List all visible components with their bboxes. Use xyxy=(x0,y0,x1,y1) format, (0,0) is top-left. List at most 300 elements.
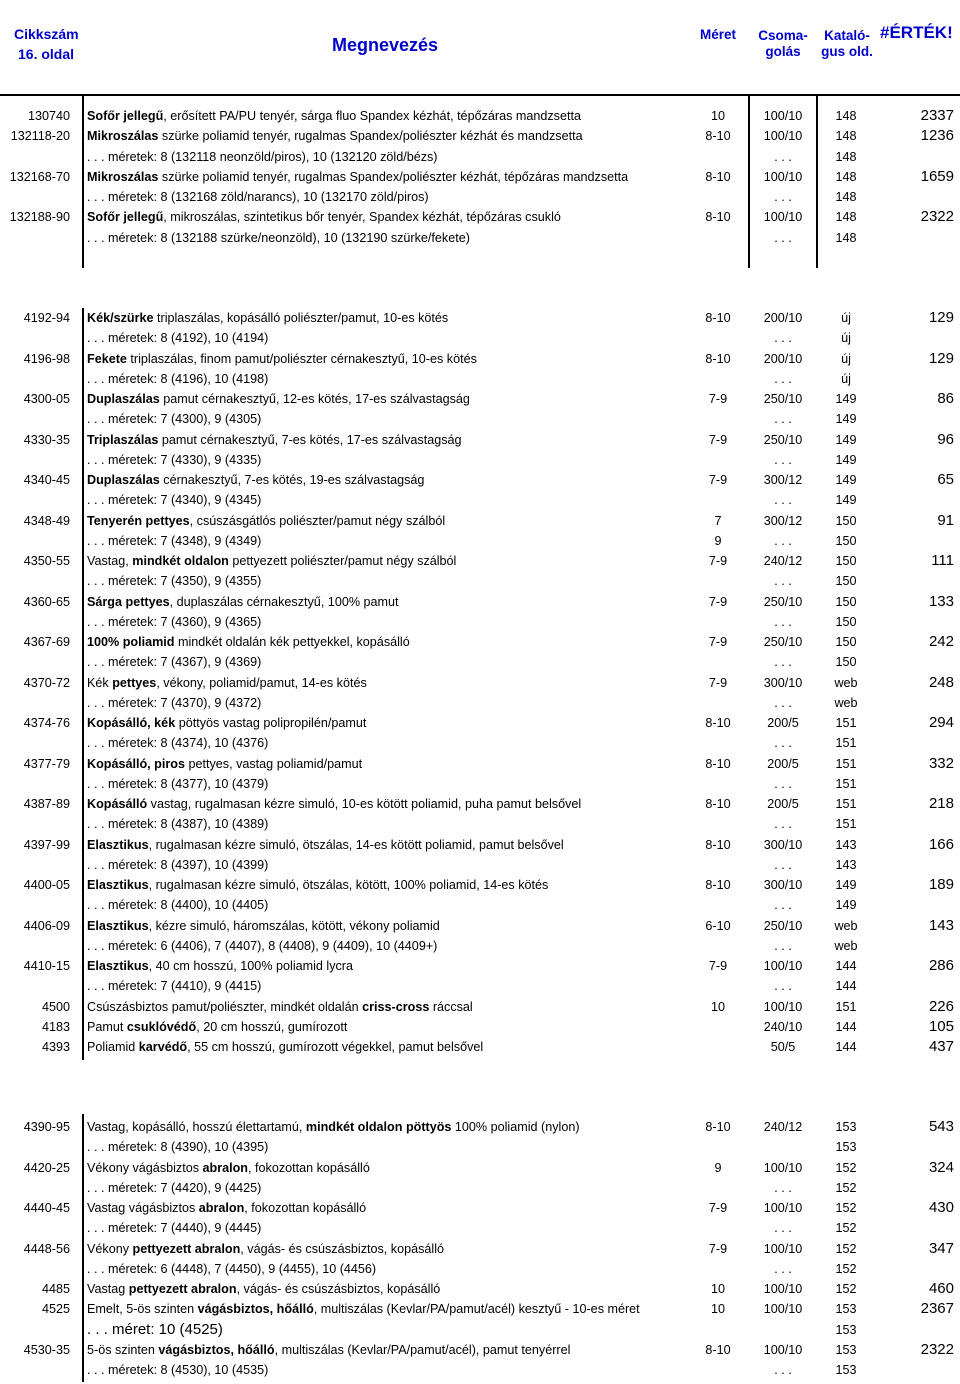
item-catalog-page: 150 xyxy=(835,635,857,649)
item-catalog-page: 144 xyxy=(835,1019,857,1034)
item-code: 4350-55 xyxy=(23,554,70,568)
description-part: Pamut xyxy=(87,1019,127,1034)
table-subrow-sizes xyxy=(0,895,960,915)
item-packaging: . . . xyxy=(774,1221,792,1236)
item-catalog-page: 150 xyxy=(835,574,857,589)
table-row xyxy=(0,875,960,895)
table-row xyxy=(0,389,960,409)
item-catalog-page: 151 xyxy=(835,797,857,811)
item-code: 4370-72 xyxy=(23,675,70,690)
item-packaging: 100/10 xyxy=(763,1302,803,1317)
table-subrow-sizes xyxy=(0,531,960,551)
item-size: 7-9 xyxy=(708,635,728,649)
table-row xyxy=(0,1017,960,1037)
item-description xyxy=(87,511,445,531)
item-packaging: 250/10 xyxy=(763,918,803,933)
item-description xyxy=(87,1320,223,1340)
description-part: . . . méretek: 8 (4390), 10 (4395) xyxy=(87,1140,269,1155)
description-part: . . . méretek: 7 (4420), 9 (4425) xyxy=(87,1180,262,1195)
item-packaging: . . . xyxy=(774,898,792,913)
item-catalog-page: 143 xyxy=(835,857,857,872)
table-row xyxy=(0,1340,960,1360)
item-code: 4397-99 xyxy=(23,837,70,852)
description-part: . . . méretek: 8 (4530), 10 (4535) xyxy=(87,1363,269,1377)
item-size: 9 xyxy=(714,1160,722,1175)
item-catalog-page: 152 xyxy=(835,1160,857,1175)
description-bold-part: mindkét oldalon pöttyös xyxy=(305,1120,452,1134)
item-catalog-page: 150 xyxy=(835,614,857,629)
description-part: . . . méretek: 8 (4196), 10 (4198) xyxy=(87,371,269,386)
item-packaging: 250/10 xyxy=(763,594,803,609)
description-part: , kézre simuló, háromszálas, kötött, vékony poliamid xyxy=(148,918,440,933)
item-packaging: . . . xyxy=(774,230,792,245)
item-packaging: . . . xyxy=(774,938,792,953)
table-subrow-sizes xyxy=(0,1360,960,1380)
table-subrow-sizes xyxy=(0,774,960,794)
item-value: 1659 xyxy=(920,167,954,185)
item-catalog-page: 148 xyxy=(835,190,857,204)
description-part: . . . méretek: 8 (4192), 10 (4194) xyxy=(87,331,269,346)
item-packaging: . . . xyxy=(774,695,792,710)
description-part: Vastag, kopásálló, hosszú élettartamú, xyxy=(87,1120,306,1134)
item-description xyxy=(87,774,268,794)
item-code: 4390-95 xyxy=(23,1120,70,1134)
description-bold-part: vágásbiztos, hőálló xyxy=(197,1302,314,1317)
table-row xyxy=(0,470,960,490)
table-row xyxy=(0,1158,960,1178)
description-bold-part: pettyezett abralon xyxy=(132,1241,241,1256)
item-code: 4196-98 xyxy=(23,351,70,366)
description-part: , fokozottan kopásálló xyxy=(248,1160,370,1175)
table-subrow-sizes xyxy=(0,612,960,632)
table-row xyxy=(0,673,960,693)
description-part: . . . méretek: 8 (4400), 10 (4405) xyxy=(87,898,269,913)
description-part: triplaszálas, kopásálló poliészter/pamut, 10-es kötés xyxy=(153,311,449,325)
item-description xyxy=(87,814,268,834)
item-code: 130740 xyxy=(27,109,70,123)
item-code: 4440-45 xyxy=(23,1201,70,1215)
item-catalog-page: 148 xyxy=(835,210,857,225)
description-part: pamut cérnakesztyű, 7-es kötés, 17-es szálvastagság xyxy=(158,432,462,447)
item-value: 129 xyxy=(928,309,954,326)
table-row xyxy=(0,551,960,571)
description-part: , vékony, poliamid/pamut, 14-es kötés xyxy=(156,675,367,690)
item-catalog-page: új xyxy=(841,331,851,346)
item-size: 8-10 xyxy=(705,1120,731,1134)
item-description xyxy=(87,369,268,389)
item-size: 8-10 xyxy=(705,756,731,771)
page-label: 16. oldal xyxy=(18,46,75,62)
col-cat-header xyxy=(818,28,876,60)
item-description xyxy=(87,187,429,207)
item-value: 129 xyxy=(928,349,954,367)
item-catalog-page: 149 xyxy=(835,878,857,892)
item-description xyxy=(87,1137,268,1157)
item-packaging: 100/10 xyxy=(763,1241,803,1256)
item-catalog-page: 144 xyxy=(835,959,857,973)
item-description xyxy=(87,1239,444,1259)
item-catalog-page: 149 xyxy=(835,898,857,913)
description-bold-part: Duplaszálas xyxy=(87,392,160,406)
item-value: 347 xyxy=(928,1239,954,1257)
item-catalog-page: 151 xyxy=(835,817,857,832)
table-row xyxy=(0,592,960,612)
item-packaging: . . . xyxy=(774,452,792,467)
item-packaging: 100/10 xyxy=(763,129,803,144)
item-packaging: 200/10 xyxy=(763,351,803,366)
description-part: Vékony vágásbiztos xyxy=(87,1160,203,1175)
description-bold-part: karvédő xyxy=(138,1040,188,1054)
item-packaging: . . . xyxy=(774,614,792,629)
item-value: 96 xyxy=(937,430,954,448)
item-code: 4420-25 xyxy=(23,1160,70,1175)
item-catalog-page: 143 xyxy=(835,837,857,852)
item-packaging: 200/5 xyxy=(767,797,799,811)
item-description xyxy=(87,1299,640,1319)
item-packaging: . . . xyxy=(774,776,792,791)
item-value: 460 xyxy=(928,1280,954,1297)
description-part: . . . méretek: 7 (4410), 9 (4415) xyxy=(87,979,262,994)
description-bold-part: csuklóvédő xyxy=(126,1019,197,1034)
description-part: Kék xyxy=(87,675,113,690)
table-subrow-sizes xyxy=(0,490,960,510)
description-part: Vékony xyxy=(87,1241,133,1256)
col-size-header: Méret xyxy=(700,27,737,42)
item-packaging: 100/10 xyxy=(763,959,803,973)
item-packaging: . . . xyxy=(774,190,792,204)
item-description xyxy=(87,1117,580,1137)
description-bold-part: pettyezett abralon xyxy=(128,1282,237,1296)
item-packaging: 250/10 xyxy=(763,635,803,649)
table-row xyxy=(0,167,960,187)
table-row xyxy=(0,1117,960,1137)
item-size: 7-9 xyxy=(708,473,728,487)
description-part: ráccsal xyxy=(429,999,473,1014)
item-catalog-page: 153 xyxy=(835,1302,857,1317)
item-packaging: . . . xyxy=(774,371,792,386)
description-bold-part: Elasztikus xyxy=(87,959,149,973)
item-size: 6-10 xyxy=(705,918,731,933)
item-packaging: 100/10 xyxy=(763,109,803,123)
table-subrow-sizes xyxy=(0,450,960,470)
description-part: pettyezett poliészter/pamut négy szálból xyxy=(228,554,457,568)
item-catalog-page: 149 xyxy=(835,432,857,447)
col-name-header: Megnevezés xyxy=(332,35,439,55)
description-bold-part: vágásbiztos, hőálló xyxy=(158,1342,275,1357)
item-value: 430 xyxy=(928,1199,954,1216)
item-description xyxy=(87,167,628,187)
description-part: . . . méretek: 7 (4300), 9 (4305) xyxy=(87,412,262,427)
description-bold-part: Sárga pettyes xyxy=(87,594,170,609)
item-description xyxy=(87,551,456,571)
item-catalog-page: 152 xyxy=(835,1180,857,1195)
item-catalog-page: 152 xyxy=(835,1261,857,1276)
item-value: 1236 xyxy=(920,127,954,145)
table-row xyxy=(0,511,960,531)
description-bold-part: Fekete xyxy=(87,351,127,366)
description-bold-part: Kopásálló, kék xyxy=(87,716,176,730)
item-code: 4374-76 xyxy=(23,716,70,730)
item-packaging: 100/10 xyxy=(763,1201,803,1215)
item-value: 218 xyxy=(928,795,954,812)
item-packaging: . . . xyxy=(774,736,792,751)
item-description xyxy=(87,936,437,956)
item-packaging: . . . xyxy=(774,1363,792,1377)
item-description xyxy=(87,228,470,248)
description-part: . . . méretek: 8 (4387), 10 (4389) xyxy=(87,817,269,832)
description-part: . . . méretek: 8 (132118 neonzöld/piros), 10 (132120 zöld/bézs) xyxy=(87,149,438,164)
item-code: 4183 xyxy=(41,1019,70,1034)
item-value: 133 xyxy=(928,592,954,610)
item-packaging: 100/10 xyxy=(763,1160,803,1175)
item-size: 8-10 xyxy=(705,169,731,184)
description-part: . . . méretek: 7 (4340), 9 (4345) xyxy=(87,493,262,508)
description-part: , 20 cm hosszú, gumírozott xyxy=(196,1019,348,1034)
item-catalog-page: web xyxy=(834,695,858,710)
description-part: Vastag, xyxy=(87,554,133,568)
item-description xyxy=(87,531,261,551)
description-part: Emelt, 5-ös szinten xyxy=(87,1302,198,1317)
table-row xyxy=(0,916,960,936)
table-row xyxy=(0,308,960,328)
item-catalog-page: 148 xyxy=(835,230,857,245)
item-catalog-page: 150 xyxy=(835,655,857,670)
description-part: . . . méretek: 7 (4348), 9 (4349) xyxy=(87,533,262,548)
item-description xyxy=(87,349,477,369)
item-packaging: . . . xyxy=(774,149,792,164)
item-description xyxy=(87,409,261,429)
item-size: 10 xyxy=(710,1282,725,1296)
description-bold-part: criss-cross xyxy=(362,999,430,1014)
item-value: 226 xyxy=(928,997,954,1015)
item-value: 286 xyxy=(928,957,954,974)
item-packaging: 250/10 xyxy=(763,392,803,406)
item-size: 10 xyxy=(710,1302,725,1317)
table-row xyxy=(0,1037,960,1057)
item-description xyxy=(87,956,353,976)
item-packaging: . . . xyxy=(774,979,792,994)
item-size: 10 xyxy=(710,999,725,1014)
item-catalog-page: web xyxy=(834,938,858,953)
item-packaging: . . . xyxy=(774,412,792,427)
item-catalog-page: 148 xyxy=(835,169,857,184)
item-value: 189 xyxy=(928,876,954,893)
item-code: 4530-35 xyxy=(23,1342,70,1357)
item-catalog-page: 144 xyxy=(835,979,857,994)
table-row xyxy=(0,1239,960,1259)
item-description xyxy=(87,1017,347,1037)
item-size: 8-10 xyxy=(705,797,731,811)
item-code: 132188-90 xyxy=(9,210,70,225)
item-size: 7-9 xyxy=(708,675,728,690)
item-packaging: 200/10 xyxy=(763,311,803,325)
item-size: 7-9 xyxy=(708,594,728,609)
description-part: triplaszálas, finom pamut/poliészter cérnakesztyű, 10-es kötés xyxy=(126,351,477,366)
item-packaging: 50/5 xyxy=(770,1040,796,1054)
item-packaging: . . . xyxy=(774,574,792,589)
table-row xyxy=(0,713,960,733)
item-description xyxy=(87,612,261,632)
item-size: 10 xyxy=(710,109,725,123)
item-code: 4525 xyxy=(41,1302,70,1317)
item-description xyxy=(87,430,462,450)
item-packaging: . . . xyxy=(774,1261,792,1276)
item-packaging: 240/12 xyxy=(763,554,803,568)
description-part: . . . méretek: 7 (4370), 9 (4372) xyxy=(87,695,262,710)
table-subrow-sizes xyxy=(0,228,960,248)
item-description xyxy=(87,895,268,915)
item-description xyxy=(87,592,399,612)
table-row xyxy=(0,794,960,814)
item-catalog-page: új xyxy=(841,311,851,325)
item-size: 8-10 xyxy=(705,129,731,144)
table-subrow-sizes xyxy=(0,1218,960,1238)
description-bold-part: Elasztikus xyxy=(87,918,149,933)
item-description xyxy=(87,997,473,1017)
table-subrow-sizes xyxy=(0,1178,960,1198)
item-catalog-page: 149 xyxy=(835,392,857,406)
item-value: 294 xyxy=(928,714,954,731)
description-part: . . . méretek: 7 (4367), 9 (4369) xyxy=(87,655,262,670)
description-part: 5-ös szinten xyxy=(87,1342,159,1357)
item-packaging: 100/10 xyxy=(763,1282,803,1296)
item-catalog-page: 148 xyxy=(835,129,857,144)
item-description xyxy=(87,207,561,227)
description-bold-part: Mikroszálas xyxy=(87,169,159,184)
item-value: 332 xyxy=(928,754,954,772)
item-description xyxy=(87,794,581,814)
item-code: 4367-69 xyxy=(23,635,70,649)
item-catalog-page: 149 xyxy=(835,412,857,427)
item-size: 7-9 xyxy=(708,1241,728,1256)
item-description xyxy=(87,632,410,652)
description-part: , multiszálas (Kevlar/PA/pamut/acél), pamut tenyérrel xyxy=(274,1342,571,1357)
description-part: , 40 cm hosszú, 100% poliamid lycra xyxy=(148,959,353,973)
col-cat-header-line1: Kataló- xyxy=(824,28,870,43)
item-packaging: 300/10 xyxy=(763,837,803,852)
item-description xyxy=(87,835,564,855)
item-description xyxy=(87,652,261,672)
description-bold-part: Sofőr jellegű xyxy=(87,210,164,225)
description-part: Csúszásbiztos pamut/poliészter, mindkét oldalán xyxy=(87,999,363,1014)
col-pack-header-line1: Csoma- xyxy=(758,28,808,43)
description-part: , rugalmasan kézre simuló, ötszálas, kötött, 100% poliamid, 14-es kötés xyxy=(148,878,549,892)
item-packaging: . . . xyxy=(774,533,792,548)
item-catalog-page: 153 xyxy=(835,1140,857,1155)
col-value-header: #ÉRTÉK! xyxy=(880,23,953,42)
description-part: . . . méretek: 7 (4350), 9 (4355) xyxy=(87,574,262,589)
table-subrow-sizes xyxy=(0,733,960,753)
item-description xyxy=(87,916,440,936)
item-catalog-page: 152 xyxy=(835,1282,857,1296)
item-packaging: . . . xyxy=(774,1180,792,1195)
item-value: 111 xyxy=(931,552,954,569)
item-catalog-page: 151 xyxy=(835,999,857,1014)
description-bold-part: Duplaszálas xyxy=(87,473,160,487)
item-catalog-page: 148 xyxy=(835,149,857,164)
item-code: 4393 xyxy=(41,1040,70,1054)
description-part: . . . méretek: 6 (4448), 7 (4450), 9 (4455), 10 (4456) xyxy=(87,1261,377,1276)
item-catalog-page: új xyxy=(841,371,851,386)
item-packaging: 200/5 xyxy=(767,716,799,730)
item-packaging: . . . xyxy=(774,493,792,508)
item-description xyxy=(87,490,261,510)
description-part: , vágás- és csúszásbiztos, kopásálló xyxy=(236,1282,441,1296)
item-code: 4406-09 xyxy=(23,918,70,933)
description-bold-part: 100% poliamid xyxy=(87,635,175,649)
item-packaging: 100/10 xyxy=(763,1342,803,1357)
col-pack-header-line2: golás xyxy=(765,44,801,59)
description-bold-part: Mikroszálas xyxy=(87,129,159,144)
table-subrow-sizes xyxy=(0,855,960,875)
description-bold-part: Elasztikus xyxy=(87,878,149,892)
item-packaging: . . . xyxy=(774,655,792,670)
item-value: 242 xyxy=(928,633,954,650)
item-code: 4348-49 xyxy=(23,513,70,528)
item-catalog-page: 153 xyxy=(835,1363,857,1377)
description-part: Poliamid xyxy=(87,1040,139,1054)
description-part: Vastag xyxy=(87,1282,129,1296)
col-cat-header-line2: gus old. xyxy=(821,44,873,59)
item-value: 105 xyxy=(928,1017,954,1035)
item-description xyxy=(87,875,548,895)
item-size: 7-9 xyxy=(708,392,728,406)
table-subrow-sizes xyxy=(0,693,960,713)
item-size: 7-9 xyxy=(708,1201,728,1215)
item-description xyxy=(87,126,583,146)
description-part: cérnakesztyű, 7-es kötés, 19-es szálvastagság xyxy=(159,473,425,487)
item-size: 8-10 xyxy=(705,837,731,852)
item-description xyxy=(87,693,261,713)
item-code: 4448-56 xyxy=(23,1241,70,1256)
description-part: , fokozottan kopásálló xyxy=(244,1201,367,1215)
item-value: 437 xyxy=(928,1038,954,1055)
table-row xyxy=(0,1279,960,1299)
item-code: 132168-70 xyxy=(9,169,70,184)
description-part: . . . méretek: 6 (4406), 7 (4407), 8 (4408), 9 (4409), 10 (4409+) xyxy=(87,938,438,953)
item-description xyxy=(87,1360,268,1380)
item-description xyxy=(87,1178,261,1198)
item-code: 4377-79 xyxy=(23,756,70,771)
description-part: Vastag vágásbiztos xyxy=(87,1201,199,1215)
description-bold-part: mindkét oldalon xyxy=(132,554,229,568)
description-part: . . . méret: 10 (4525) xyxy=(87,1320,223,1338)
item-size: 9 xyxy=(714,533,722,548)
item-value: 65 xyxy=(937,471,954,488)
item-catalog-page: 152 xyxy=(835,1201,857,1215)
item-size: 8-10 xyxy=(705,311,731,325)
item-value: 543 xyxy=(928,1118,954,1135)
item-value: 2322 xyxy=(920,208,954,226)
item-value: 2337 xyxy=(920,107,954,124)
table-subrow-sizes xyxy=(0,571,960,591)
description-part: , mikroszálas, szintetikus bőr tenyér, Spandex kézhát, tépőzáras csukló xyxy=(163,210,561,225)
item-value: 324 xyxy=(928,1158,954,1176)
item-description xyxy=(87,1340,570,1360)
item-catalog-page: 151 xyxy=(835,756,857,771)
item-size: 8-10 xyxy=(705,351,731,366)
item-description xyxy=(87,673,367,693)
description-part: vastag, rugalmasan kézre simuló, 10-es kötött poliamid, puha pamut belsővel xyxy=(147,797,582,811)
item-packaging: 300/12 xyxy=(763,473,803,487)
item-catalog-page: web xyxy=(834,675,858,690)
description-bold-part: abralon xyxy=(198,1201,245,1215)
item-size: 7-9 xyxy=(708,432,728,447)
description-bold-part: Triplaszálas xyxy=(87,432,159,447)
description-bold-part: Tenyerén pettyes xyxy=(87,513,190,528)
item-value: 166 xyxy=(928,835,954,853)
item-catalog-page: 153 xyxy=(835,1342,857,1357)
